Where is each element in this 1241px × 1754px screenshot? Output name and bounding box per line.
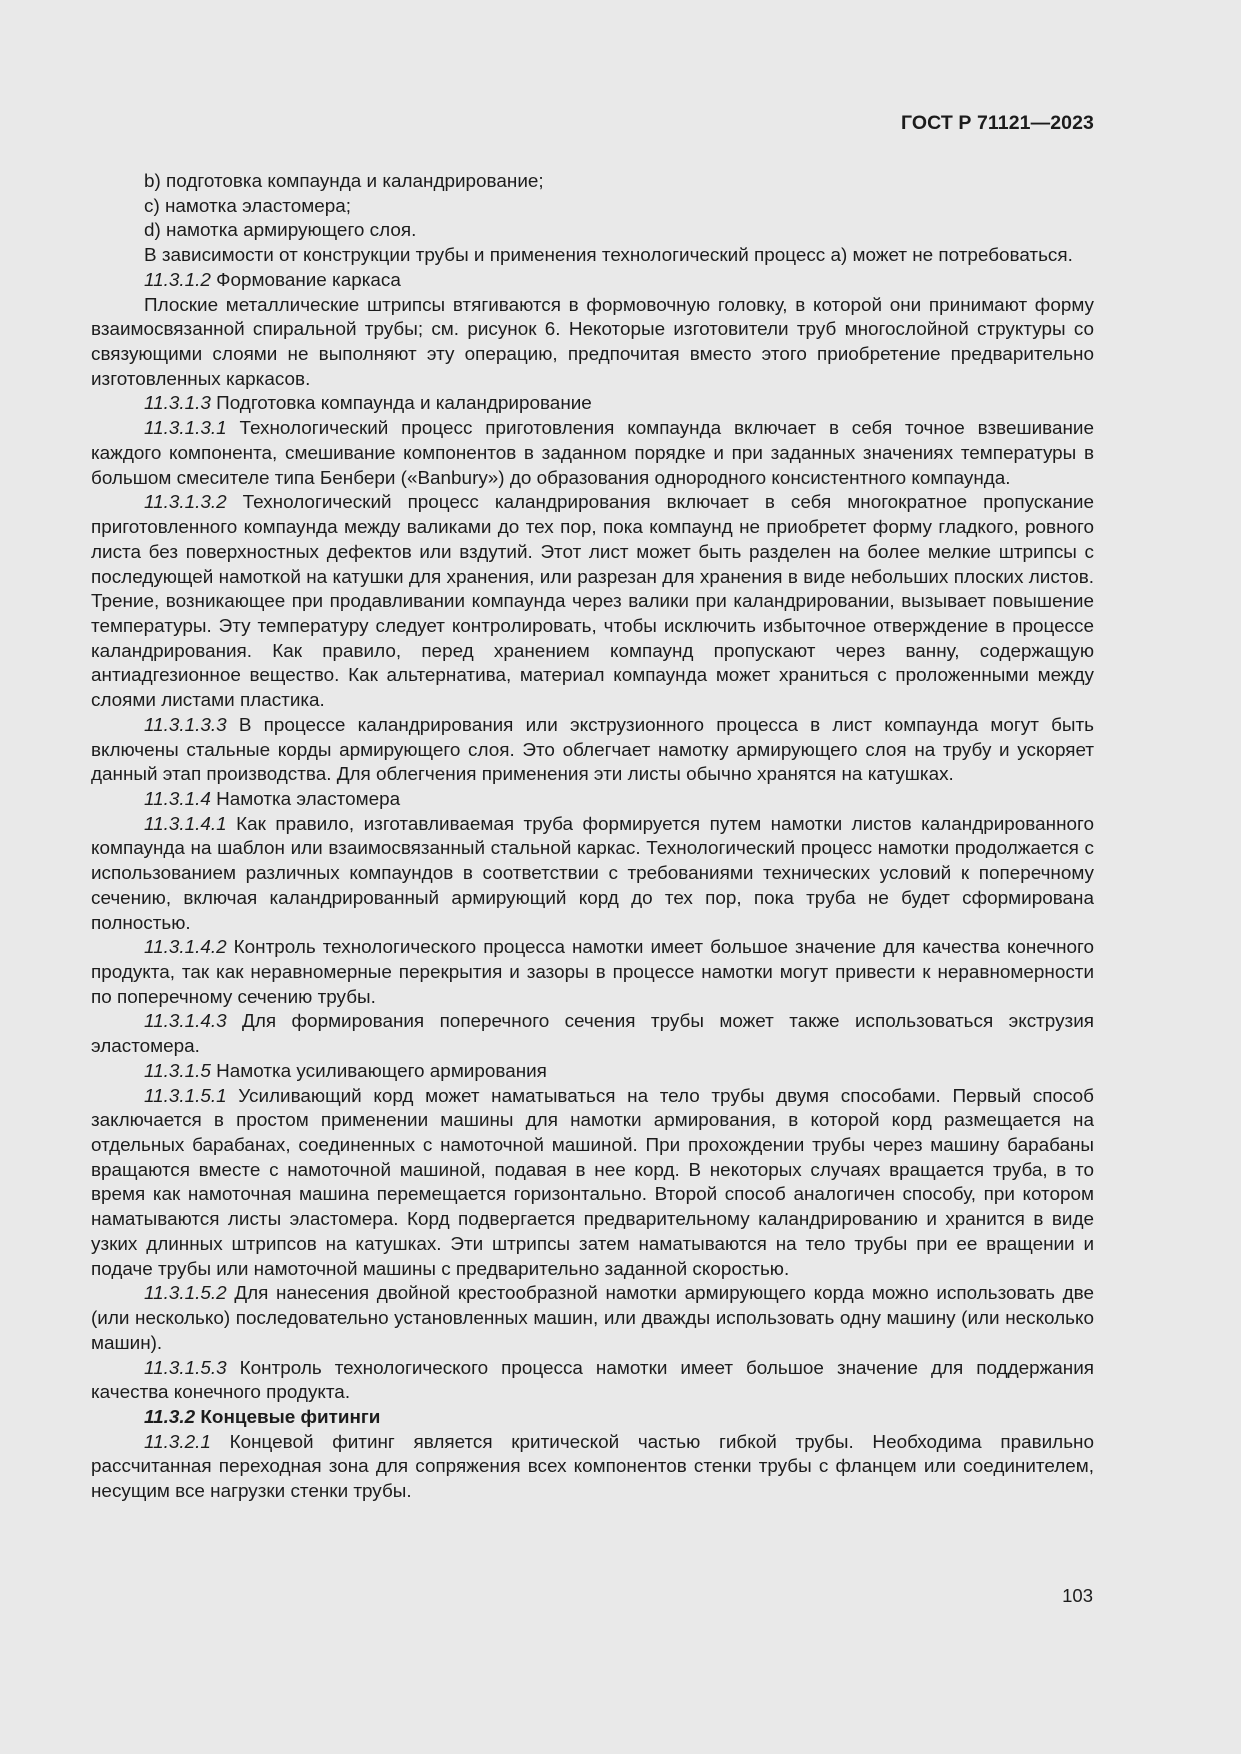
- paragraph-text: Для нанесения двойной крестообразной намотки армирующего корда можно использовать две (или несколько) последовательно установленных машин, или дважды использовать одну машину (или несколько машин).: [91, 1283, 1094, 1354]
- paragraph: [91, 1406, 1094, 1431]
- clause-number: 11.3.1.3.3: [144, 714, 227, 736]
- paragraph-text: Усиливающий корд может наматываться на тело трубы двумя способами. Первый способ заключается в простом применении машины для намотки армирования, в которой корд размещается на отдельных барабанах, соединенных с намоточной машиной. При прохождении трубы через машину барабаны вращаются вместе с намоточной машиной, подавая в нее корд. В некоторых случаях вращается труба, в то время как намоточная машина перемещается горизонтально. Второй способ аналогичен способу, при котором наматываются листы эластомера. Корд подвергается предварительному каландрированию и хранится в виде узких длинных штрипсов на катушках. Эти штрипсы затем наматываются на тело трубы при ее вращении и подаче трубы или намоточной машины с предварительно заданной скоростью.: [91, 1085, 1094, 1280]
- paragraph: [91, 244, 1094, 269]
- paragraph: [91, 170, 1094, 195]
- paragraph-text: В процессе каландрирования или экструзионного процесса в лист компаунда могут быть включены стальные корды армирующего слоя. Это облегчает намотку армирующего слоя на трубу и ускоряет данный этап производства. Для облегчения применения эти листы обычно хранятся на катушках.: [91, 714, 1094, 786]
- paragraph-text: Контроль технологического процесса намотки имеет большое значение для поддержания качества конечного продукта.: [91, 1357, 1094, 1404]
- clause-number: 11.3.1.3.2: [144, 492, 227, 514]
- paragraph-text: В зависимости от конструкции трубы и применения технологический процесс а) может не потребоваться.: [144, 245, 1073, 267]
- clause-number: 11.3.1.4: [144, 788, 211, 810]
- clause-number: 11.3.1.5.1: [144, 1085, 227, 1107]
- paragraph-text: d) намотка армирующего слоя.: [144, 220, 417, 242]
- paragraph-text: Намотка усиливающего армирования: [210, 1060, 547, 1082]
- paragraph-text: Контроль технологического процесса намотки имеет большое значение для качества конечного продукта, так как неравномерные перекрытия и зазоры в процессе намотки могут привести к неравномерности по поперечному сечению трубы.: [91, 937, 1094, 1008]
- clause-number: 11.3.1.5.3: [144, 1357, 227, 1379]
- document-body: [91, 170, 1094, 1505]
- standard-code-header: ГОСТ Р 71121—2023: [900, 112, 1094, 134]
- paragraph: [91, 392, 1094, 417]
- paragraph-text: c) намотка эластомера;: [144, 195, 351, 217]
- clause-number: 11.3.1.4.3: [144, 1011, 227, 1033]
- paragraph: [91, 788, 1094, 813]
- paragraph: [91, 1010, 1094, 1059]
- clause-number: 11.3.1.5.2: [144, 1283, 227, 1305]
- clause-number: 11.3.2: [144, 1406, 196, 1428]
- paragraph-text: Концевые фитинги: [195, 1406, 381, 1428]
- clause-number: 11.3.1.3: [144, 393, 211, 415]
- paragraph: [91, 813, 1094, 937]
- paragraph: [91, 417, 1094, 491]
- paragraph: [91, 936, 1094, 1010]
- paragraph: [91, 294, 1094, 393]
- clause-number: 11.3.1.4.2: [144, 937, 227, 959]
- paragraph: [91, 1085, 1094, 1283]
- page-number: 103: [1062, 1585, 1093, 1606]
- paragraph-text: Как правило, изготавливаемая труба формируется путем намотки листов каландрированного компаунда на шаблон или взаимосвязанный стальной каркас. Технологический процесс намотки продолжается с использованием различных компаундов в соответствии с требованиями технических условий к поперечному сечению, включая каландрированный армирующий корд до тех пор, пока труба не будет сформирована полностью.: [91, 813, 1094, 934]
- clause-number: 11.3.1.3.1: [144, 418, 227, 440]
- paragraph-text: Подготовка компаунда и каландрирование: [210, 393, 592, 415]
- paragraph: [91, 1431, 1094, 1505]
- paragraph-text: Плоские металлические штрипсы втягиваются в формовочную головку, в которой они принимают форму взаимосвязанной спиральной трубы; см. рисунок 6. Некоторые изготовители труб многослойной структуры со связующими слоями не выполняют эту операцию, предпочитая вместо этого приобретение предварительно изготовленных каркасов.: [91, 294, 1094, 390]
- paragraph-text: Для формирования поперечного сечения трубы может также использоваться экструзия эластомера.: [91, 1011, 1094, 1058]
- paragraph-text: Намотка эластомера: [210, 788, 401, 810]
- paragraph-text: Концевой фитинг является критической частью гибкой трубы. Необходима правильно рассчитанная переходная зона для сопряжения всех компонентов стенки трубы с фланцем или соединителем, несущим все нагрузки стенки трубы.: [91, 1431, 1094, 1503]
- clause-number: 11.3.1.4.1: [144, 813, 227, 835]
- paragraph-text: Технологический процесс приготовления компаунда включает в себя точное взвешивание каждого компонента, смешивание компонентов в заданном порядке и при заданных значениях температуры в большом смесителе типа Бенбери («Banbury») до образования однородного консистентного компаунда.: [91, 418, 1094, 489]
- paragraph: [91, 219, 1094, 244]
- paragraph: [91, 269, 1094, 294]
- clause-number: 11.3.2.1: [144, 1431, 211, 1453]
- paragraph: [91, 1357, 1094, 1406]
- paragraph: [91, 195, 1094, 220]
- paragraph: [91, 714, 1094, 788]
- paragraph-text: Технологический процесс каландрирования включает в себя многократное пропускание приготовленного компаунда между валиками до тех пор, пока компаунд не приобретет форму гладкого, ровного листа без поверхностных дефектов или вздутий. Этот лист может быть разделен на более мелкие штрипсы с последующей намоткой на катушки для хранения, или разрезан для хранения в виде небольших плоских листов. Трение, возникающее при продавливании компаунда через валики при каландрировании, вызывает повышение температуры. Эту температуру следует контролировать, чтобы исключить избыточное отверждение в процессе каландрирования. Как правило, перед хранением компаунд пропускают через ванну, содержащую антиадгезионное вещество. Как альтернатива, материал компаунда может храниться с проложенными между слоями листами пластика.: [91, 492, 1094, 712]
- paragraph-text: b) подготовка компаунда и каландрирование;: [144, 171, 544, 192]
- paragraph: [91, 491, 1094, 713]
- paragraph-text: Формование каркаса: [210, 269, 401, 291]
- clause-number: 11.3.1.2: [144, 269, 211, 291]
- paragraph: [91, 1060, 1094, 1085]
- paragraph: [91, 1282, 1094, 1356]
- clause-number: 11.3.1.5: [144, 1060, 211, 1082]
